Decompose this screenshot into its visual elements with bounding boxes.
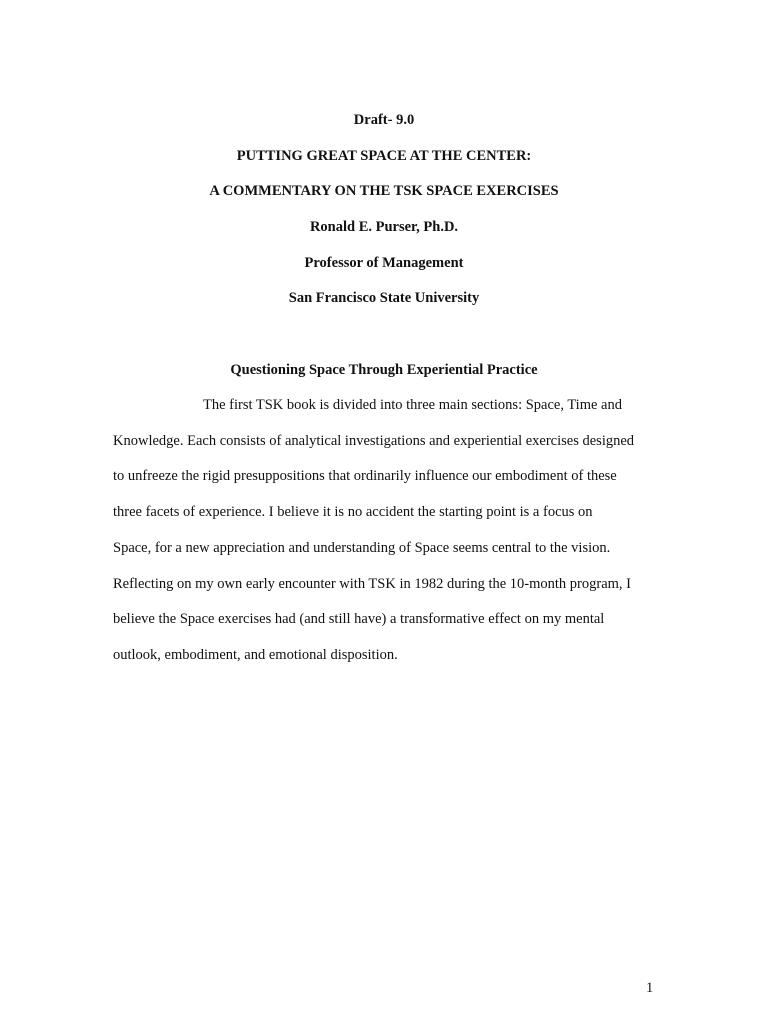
section-heading: Questioning Space Through Experiential Practice (230, 362, 538, 378)
page-number: 1 (646, 980, 654, 996)
paragraph-line: The first TSK book is divided into three main sections: Space, Time and (203, 397, 622, 413)
paragraph-line: Space, for a new appreciation and understanding of Space seems central to the vision. (113, 540, 611, 556)
paragraph-line: Knowledge. Each consists of analytical investigations and experiential exercises designed (113, 433, 635, 449)
paragraph-line: believe the Space exercises had (and still have) a transformative effect on my mental (113, 611, 605, 627)
paragraph-line: outlook, embodiment, and emotional disposition. (113, 647, 398, 663)
author-position: Professor of Management (304, 255, 464, 271)
author-institution: San Francisco State University (288, 290, 480, 306)
author-name: Ronald E. Purser, Ph.D. (309, 219, 459, 235)
paragraph-line: three facets of experience. I believe it is no accident the starting point is a focus on (113, 504, 593, 520)
paragraph-line: Reflecting on my own early encounter with TSK in 1982 during the 10-month program, I (113, 576, 632, 592)
draft-label: Draft- 9.0 (353, 112, 415, 128)
title-line-2: A COMMENTARY ON THE TSK SPACE EXERCISES (209, 183, 559, 199)
paragraph-line: to unfreeze the rigid presuppositions that ordinarily influence our embodiment of these (113, 468, 617, 484)
title-line-1: PUTTING GREAT SPACE AT THE CENTER: (236, 148, 532, 164)
